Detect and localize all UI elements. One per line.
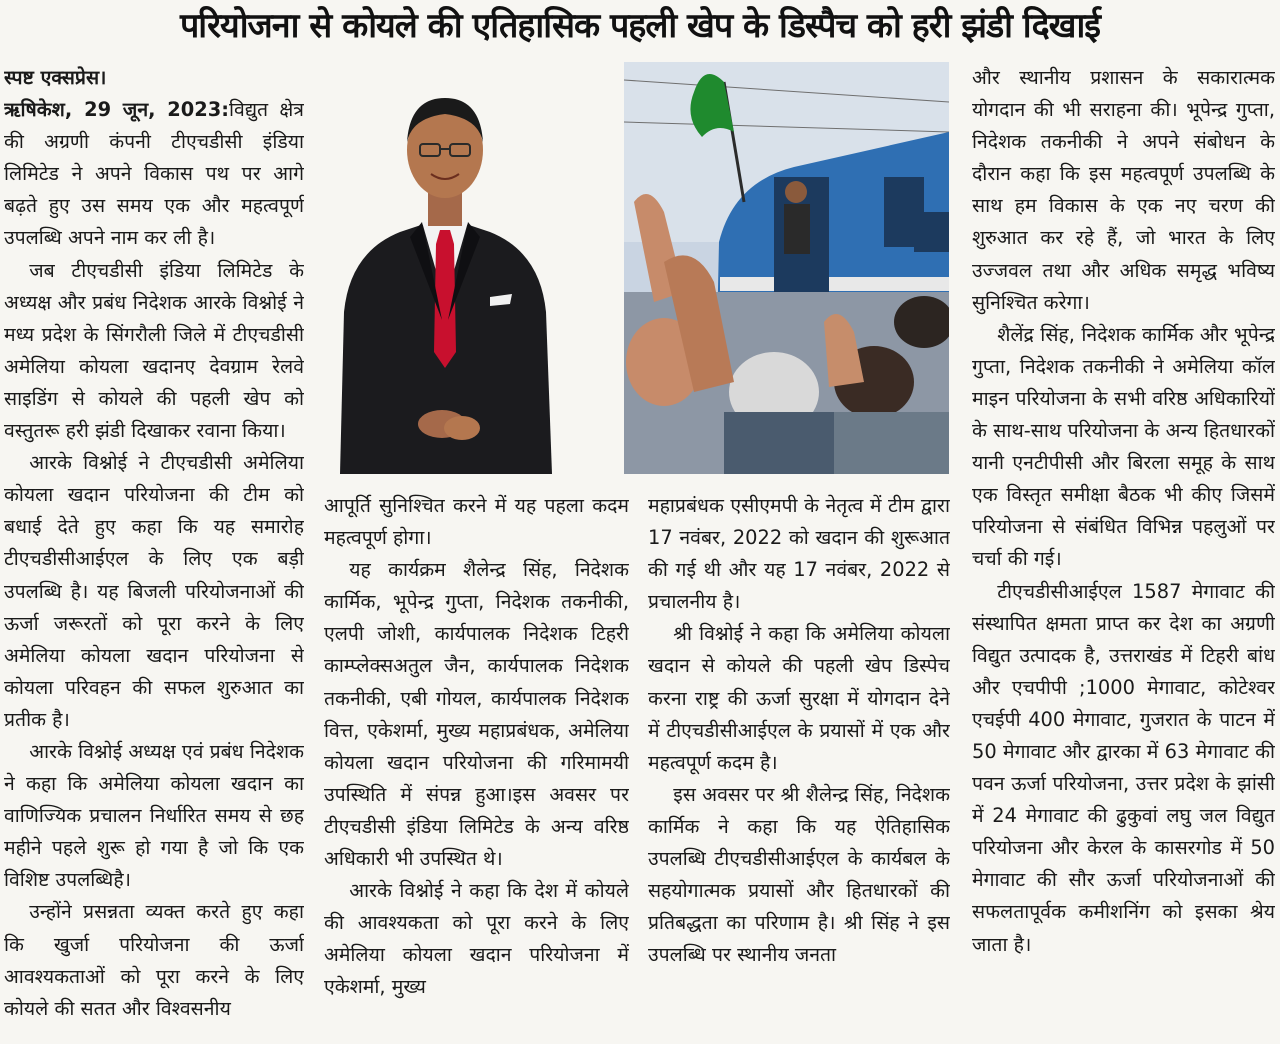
lead-text: विद्युत क्षेत्र की अग्रणी कंपनी टीएचडीसी इंडिया लिमिटेड ने अपने विकास पथ पर आगे बढ़ते हुए उस समय एक और महत्वपूर्ण उपलब्धि अपने नाम कर ली है। <box>4 98 304 250</box>
article-column-1 <box>4 62 304 1042</box>
paragraph: शैलेंद्र सिंह, निदेशक कार्मिक और भूपेन्द्र गुप्ता, निदेशक तकनीकी ने अमेलिया कॉल माइन परियोजना के सभी वरिष्ठ अधिकारियों के साथ-साथ परियोजना के अन्य हितधारकों यानी एनटीपीसी और बिरला समूह के साथ एक विस्तृत समीक्षा बैठक भी कीए जिसमें परियोजना से संबंधित विभिन्न पहलुओं पर चर्चा की गई। <box>972 322 1275 571</box>
byline-paragraph <box>4 62 304 94</box>
flag-off-photo <box>624 62 949 474</box>
paragraph: यह कार्यक्रम शैलेन्द्र सिंह, निदेशक कार्मिक, भूपेन्द्र गुप्ता, निदेशक तकनीकी, एलपी जोशी, कार्यपालक निदेशक टिहरी काम्प्लेक्सअतुल जैन, कार्यपालक निदेशक तकनीकी, एबी गोयल, कार्यपालक निदेशक वित्त, एकेशर्मा, मुख्य महाप्रबंधक, अमेलिया कोयला खदान परियोजना की गरिमामयी उपस्थिति में संपन्न हुआ।इस अवसर पर टीएचडीसी इंडिया लिमिटेड के अन्य वरिष्ठ अधिकारी भी उपस्थित थे। <box>324 558 629 871</box>
article-column-4 <box>972 62 1275 1042</box>
paragraph: उन्होंने प्रसन्नता व्यक्त करते हुए कहा कि खुर्जा परियोजना की ऊर्जा आवश्यकताओं को पूरा करने के लिए कोयले की सतत और विश्वसनीय <box>4 900 304 1020</box>
paragraph: आपूर्ति सुनिश्चित करने में यह पहला कदम महत्वपूर्ण होगा। <box>324 494 629 550</box>
dateline: ऋषिकेश, 29 जून, 2023: <box>4 98 230 122</box>
article-column-3 <box>648 490 950 1042</box>
paragraph: जब टीएचडीसी इंडिया लिमिटेड के अध्यक्ष और प्रबंध निदेशक आरके विश्नोई ने मध्य प्रदेश के सिंगरौली जिले में टीएचडीसी अमेलिया कोयला खदानए देवग्राम रेलवे साइडिंग से कोयले की पहली खेप को वस्तुतरू हरी झंडी दिखाकर रवाना किया। <box>4 258 304 443</box>
paragraph: आरके विश्नोई ने टीएचडीसी अमेलिया कोयला खदान परियोजना की टीम को बधाई देते हुए कहा कि यह समारोह टीएचडीसीआईएल के लिए एक बड़ी उपलब्धि है। यह बिजली परियोजनाओं की ऊर्जा जरूरतों को पूरा करने के लिए अमेलिया कोयला खदान परियोजना से कोयला परिवहन की सफल शुरुआत का प्रतीक है। <box>4 451 304 731</box>
article-column-2 <box>324 490 629 1042</box>
article-headline: परियोजना से कोयले की एतिहासिक पहली खेप के डिस्पैच को हरी झंडी दिखाई <box>180 6 1100 46</box>
paragraph: टीएचडीसीआईएल 1587 मेगावाट की संस्थापित क्षमता प्राप्त कर देश का अग्रणी विद्युत उत्पादक है, उत्तराखंड में टिहरी बांध और एचपीपी ;1000 मेगावाट, कोटेश्वर एचईपी 400 मेगावाट, गुजरात के पाटन में 50 मेगावाट और द्वारका में 63 मेगावाट की पवन ऊर्जा परियोजना, उत्तर प्रदेश के झांसी में 24 मेगावाट की ढुकुवां लघु जल विद्युत परियोजना और केरल के कासरगोड में 50 मेगावाट की सौर ऊर्जा परियोजनाओं की सफलतापूर्वक कमीशनिंग को इसका श्रेय जाता है। <box>972 579 1275 956</box>
paragraph: आरके विश्नोई ने कहा कि देश में कोयले की आवश्यकता को पूरा करने के लिए अमेलिया कोयला खदान परियोजना में एकेशर्मा, मुख्य <box>324 879 629 999</box>
portrait-illustration <box>330 62 560 474</box>
paragraph: आरके विश्नोई अध्यक्ष एवं प्रबंध निदेशक ने कहा कि अमेलिया कोयला खदान का वाणिज्यिक प्रचालन निर्धारित समय से छह महीने पहले शुरू हो गया है जो कि एक विशिष्ट उपलब्धिहै। <box>4 739 304 892</box>
paragraph: महाप्रबंधक एसीएमपी के नेतृत्व में टीम द्वारा 17 नवंबर, 2022 को खदान की शुरूआत की गई थी और यह 17 नवंबर, 2022 से प्रचालनीय है। <box>648 494 950 614</box>
byline: स्पष्ट एक्सप्रेस। <box>4 66 107 89</box>
lead-paragraph <box>4 94 304 254</box>
paragraph: श्री विश्नोई ने कहा कि अमेलिया कोयला खदान से कोयले की पहली खेप डिस्पेच करना राष्ट्र की ऊर्जा सुरक्षा में योगदान देने में टीएचडीसीआईएल के प्रयासों में एक और महत्वपूर्ण कदम है। <box>648 622 950 774</box>
portrait-photo <box>330 62 560 474</box>
paragraph: इस अवसर पर श्री शैलेन्द्र सिंह, निदेशक कार्मिक ने कहा कि यह ऐतिहासिक उपलब्धि टीएचडीसीआईएल के कार्यबल के सहयोगात्मक प्रयासों और हितधारकों की प्रतिबद्धता का परिणाम है। श्री सिंह ने इस उपलब्धि पर स्थानीय जनता <box>648 782 950 967</box>
flag-off-illustration <box>624 62 949 474</box>
paragraph: और स्थानीय प्रशासन के सकारात्मक योगदान की भी सराहना की। भूपेन्द्र गुप्ता, निदेशक तकनीकी ने अपने संबोधन के दौरान कहा कि इस महत्वपूर्ण उपलब्धि के साथ हम विकास के एक नए चरण की शुरुआत कर रहे हैं, जो भारत के लिए उज्जवल तथा और अधिक समृद्ध भविष्य सुनिश्चित करेगा। <box>972 66 1275 314</box>
